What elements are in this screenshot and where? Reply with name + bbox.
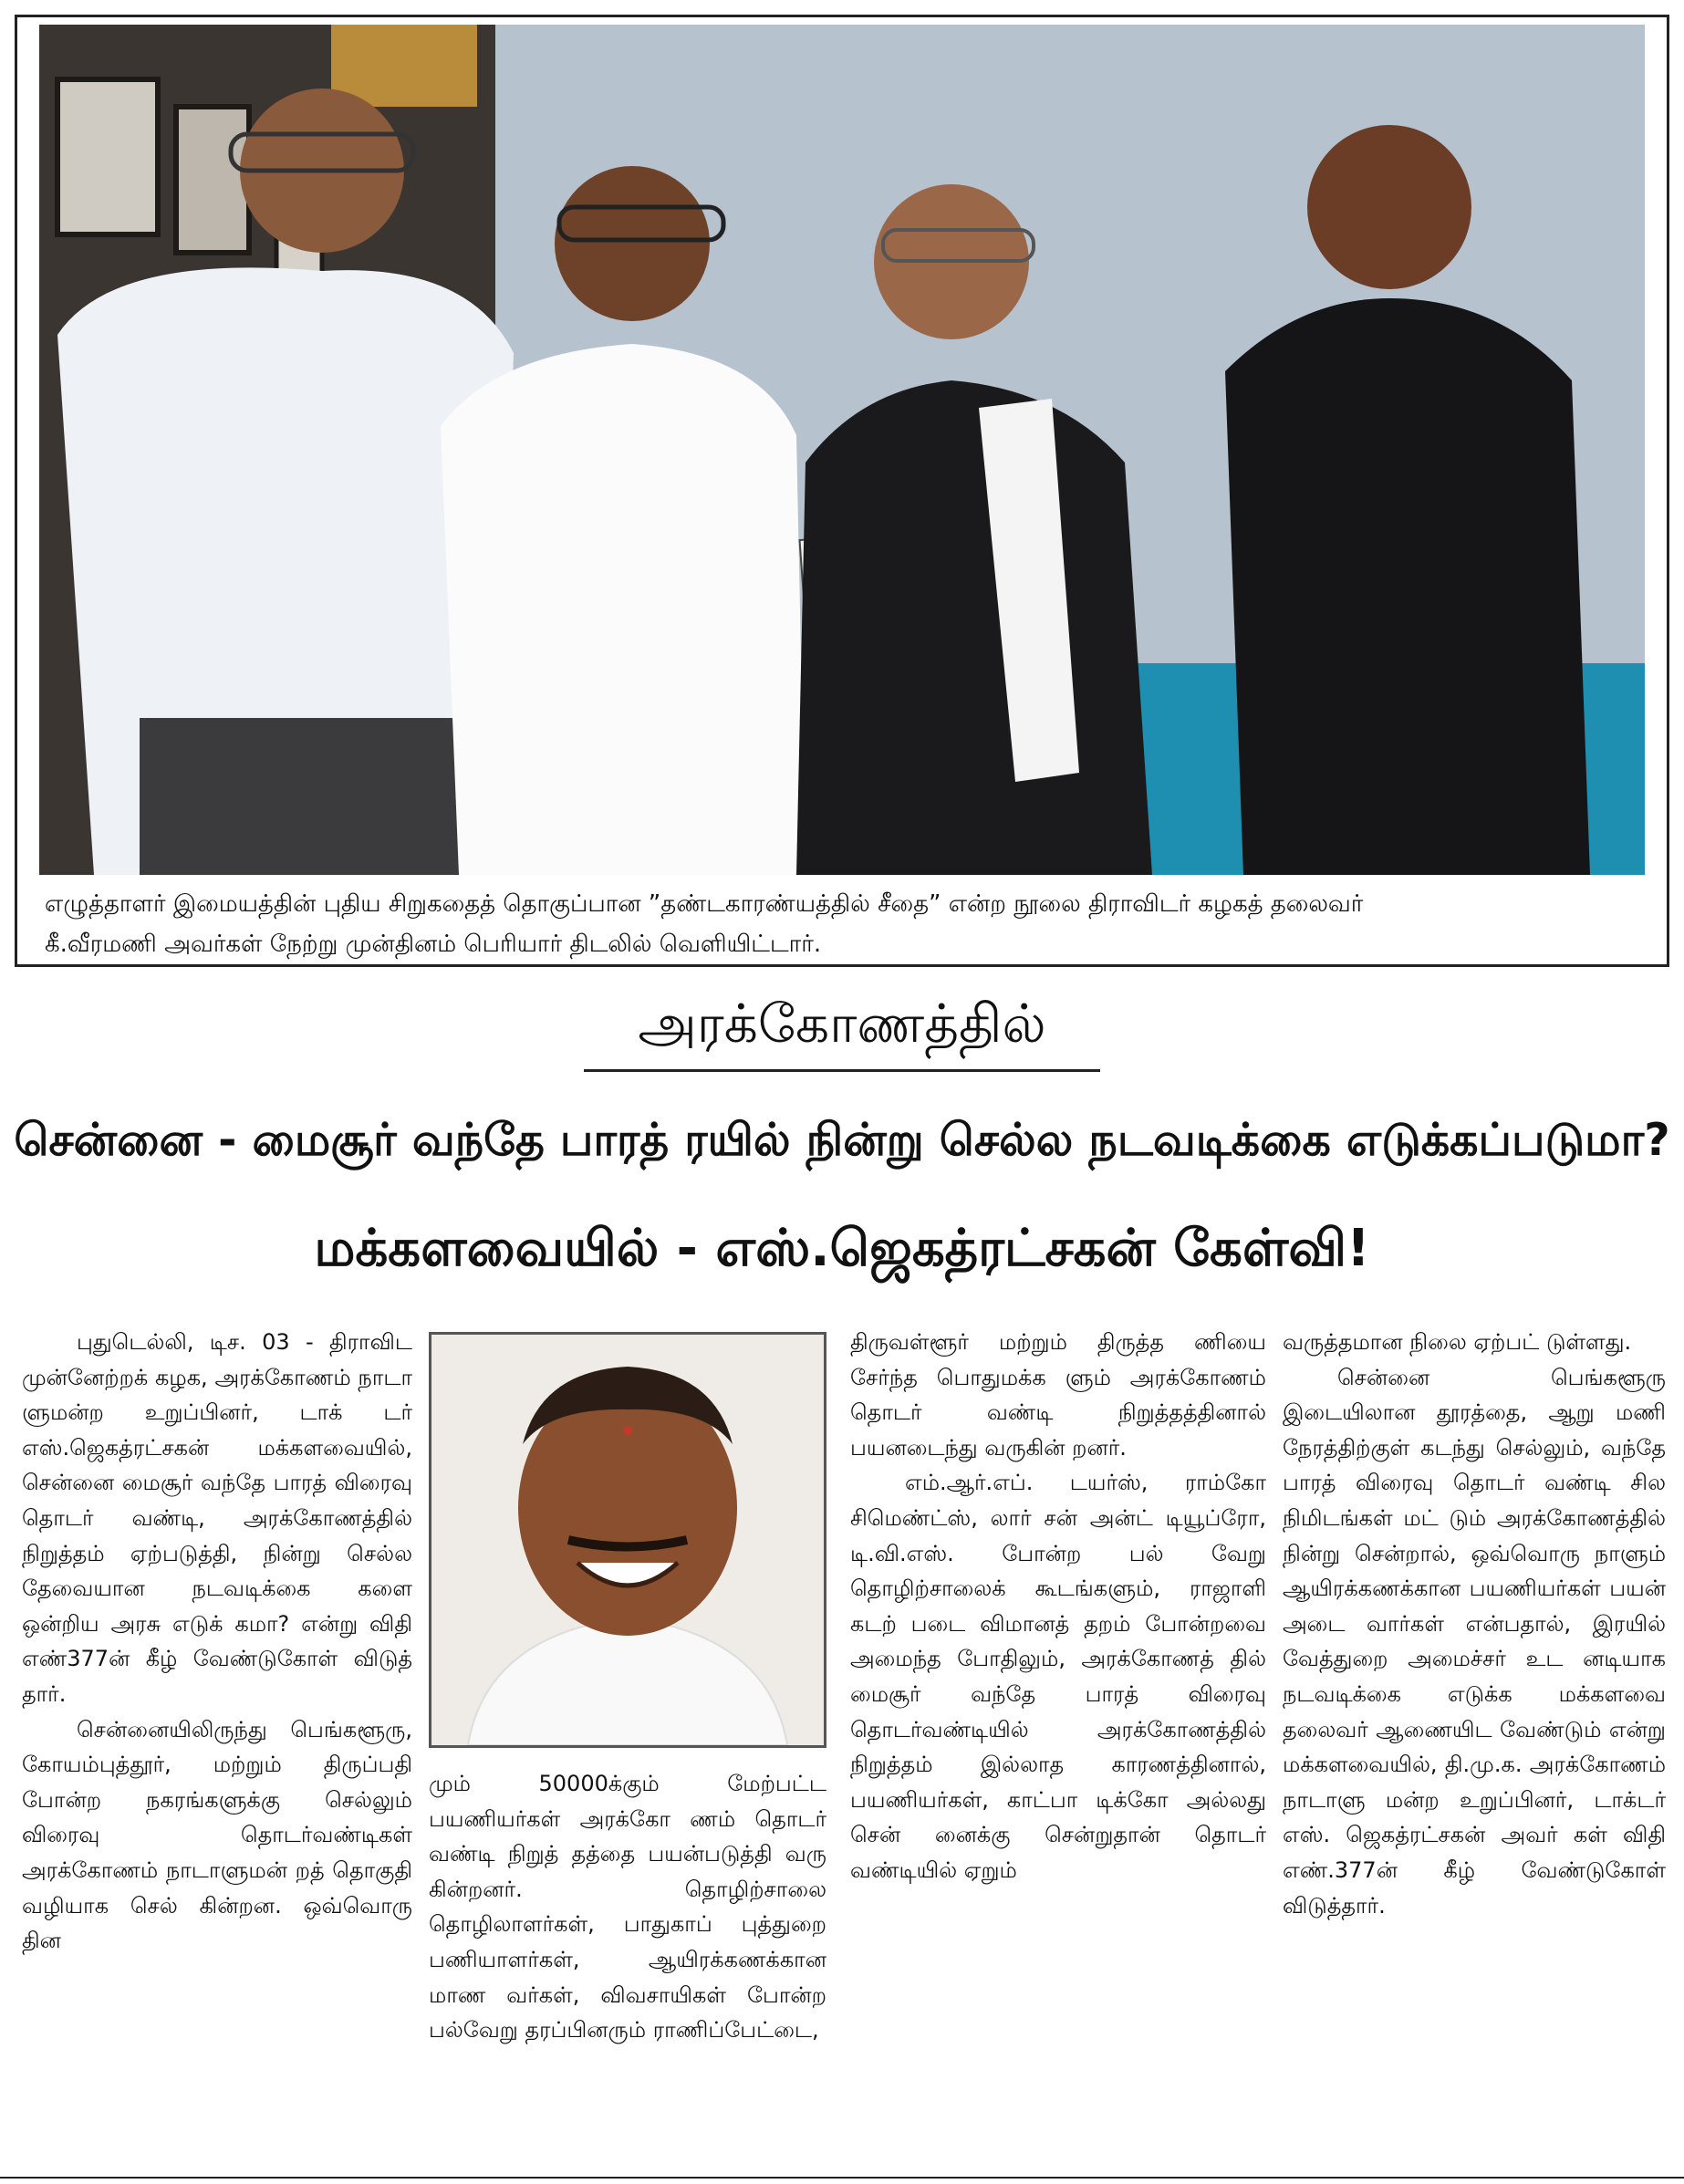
article-column-1 (22, 1325, 412, 2173)
kicker-underline (584, 1069, 1100, 1072)
portrait-photo (429, 1332, 826, 1748)
paragraph: வருத்தமான நிலை ஏற்பட் டுள்ளது. (1283, 1329, 1632, 1355)
portrait-illustration (431, 1335, 824, 1745)
paragraph: மும் 50000க்கும் மேற்பட்ட பயணியர்கள் அரக்கோ ணம் தொடர் வண்டி நிறுத் தத்தை பயன்படுத்தி வரு கின்றனர். தொழிற்சாலை தொழிலாளர்கள், பாதுகாப் புத்துறை பணியாளர்கள், ஆயிரக்கணக்கான மாண வர்கள், விவசாயிகள் போன்ற பல்வேறு தரப்பினரும் ராணிப்பேட்டை, (429, 1771, 826, 2044)
subheadline: மக்களவையில் - எஸ்.ஜெகத்ரட்சகன் கேள்வி! (314, 1219, 1370, 1278)
event-photo-illustration (39, 25, 1645, 875)
caption-line-2: கீ.வீரமணி அவர்கள் நேற்று முன்தினம் பெரியார் திடலில் வெளியிட்டார். (45, 931, 822, 958)
article-column-3 (850, 1325, 1266, 2173)
paragraph: சென்னை பெங்களூரு இடையிலான தூரத்தை, ஆறு மணி நேரத்திற்குள் கடந்து செல்லும், வந்தே பாரத் விரைவு தொடர் வண்டி சில நிமிடங்கள் மட் டும் அரக்கோணத்தில் நின்று சென்றால், ஒவ்வொரு நாளும் ஆயிரக்கணக்கான பயணியர்கள் பயன் அடை வார்கள் என்பதால், இரயில் வேத்துறை அமைச்சர் உட னடியாக நடவடிக்கை எடுக்க மக்களவை தலைவர் ஆணையிட வேண்டும் என்று மக்களவையில், தி.மு.க. அரக்கோணம் நாடாளு மன்ற உறுப்பினர், டாக்டர் எஸ். ஜெகத்ரட்சகன் அவர் கள் விதி எண்.377ன் கீழ் வேண்டுகோள் விடுத்தார். (1283, 1364, 1666, 1919)
event-photo (39, 25, 1645, 875)
photo-box (15, 15, 1669, 967)
bottom-rule (0, 2177, 1684, 2179)
kicker: அரக்கோணத்தில் (638, 993, 1046, 1055)
paragraph: திருவள்ளூர் மற்றும் திருத்த ணியை சேர்ந்த பொதுமக்க ளும் அரக்கோணம் தொடர் வண்டி நிறுத்தத்தினால் பயனடைந்து வருகின் றனர். (850, 1329, 1266, 1461)
article-column-2 (429, 1766, 826, 2173)
article-column-4 (1283, 1325, 1666, 2173)
caption-line-1: எழுத்தாளர் இமையத்தின் புதிய சிறுகதைத் தொகுப்பான ”தண்டகாரண்யத்தில் சீதை” என்ற நூலை திராவிடர் கழகத் தலைவர் (45, 890, 1364, 918)
headline: சென்னை - மைசூர் வந்தே பாரத் ரயில் நின்று செல்ல நடவடிக்கை எடுக்கப்படுமா? (14, 1114, 1670, 1166)
paragraph: புதுடெல்லி, டிச. 03 - திராவிட முன்னேற்றக் கழக, அரக்கோணம் நாடா ளுமன்ற உறுப்பினர், டாக் டர் எஸ்.ஜெகத்ரட்சகன் மக்களவையில், சென்னை மைசூர் வந்தே பாரத் விரைவு தொடர் வண்டி, அரக்கோணத்தில் நிறுத்தம் ஏற்படுத்தி, நின்று செல்ல தேவையான நடவடிக்கை களை ஒன்றிய அரசு எடுக் கமா? என்று விதி எண்377ன் கீழ் வேண்டுகோள் விடுத் தார். (22, 1329, 412, 1707)
photo-caption (45, 884, 1650, 964)
paragraph: எம்.ஆர்.எப். டயர்ஸ், ராம்கோ சிமெண்ட்ஸ், லார் சன் அன்ட் டியூப்ரோ, டி.வி.எஸ். போன்ற பல் வேறு தொழிற்சாலைக் கூடங்களும், ராஜாளி கடற் படை விமானத் தறம் போன்றவை அமைந்த போதிலும், அரக்கோணத் தில் மைசூர் வந்தே பாரத் விரைவு தொடர்வண்டியில் அரக்கோணத்தில் நிறுத்தம் இல்லாத காரணத்தினால், பயணியர்கள், காட்பா டிக்கோ அல்லது சென் னைக்கு சென்றுதான் தொடர் வண்டியில் ஏறும் (850, 1470, 1266, 1883)
paragraph: சென்னையிலிருந்து பெங்களூரு, கோயம்புத்தூர், மற்றும் திருப்பதி போன்ற நகரங்களுக்கு செல்லும் விரைவு தொடர்வண்டிகள் அரக்கோணம் நாடாளுமன் றத் தொகுதி வழியாக செல் கின்றன. ஒவ்வொரு தின (22, 1716, 412, 1954)
